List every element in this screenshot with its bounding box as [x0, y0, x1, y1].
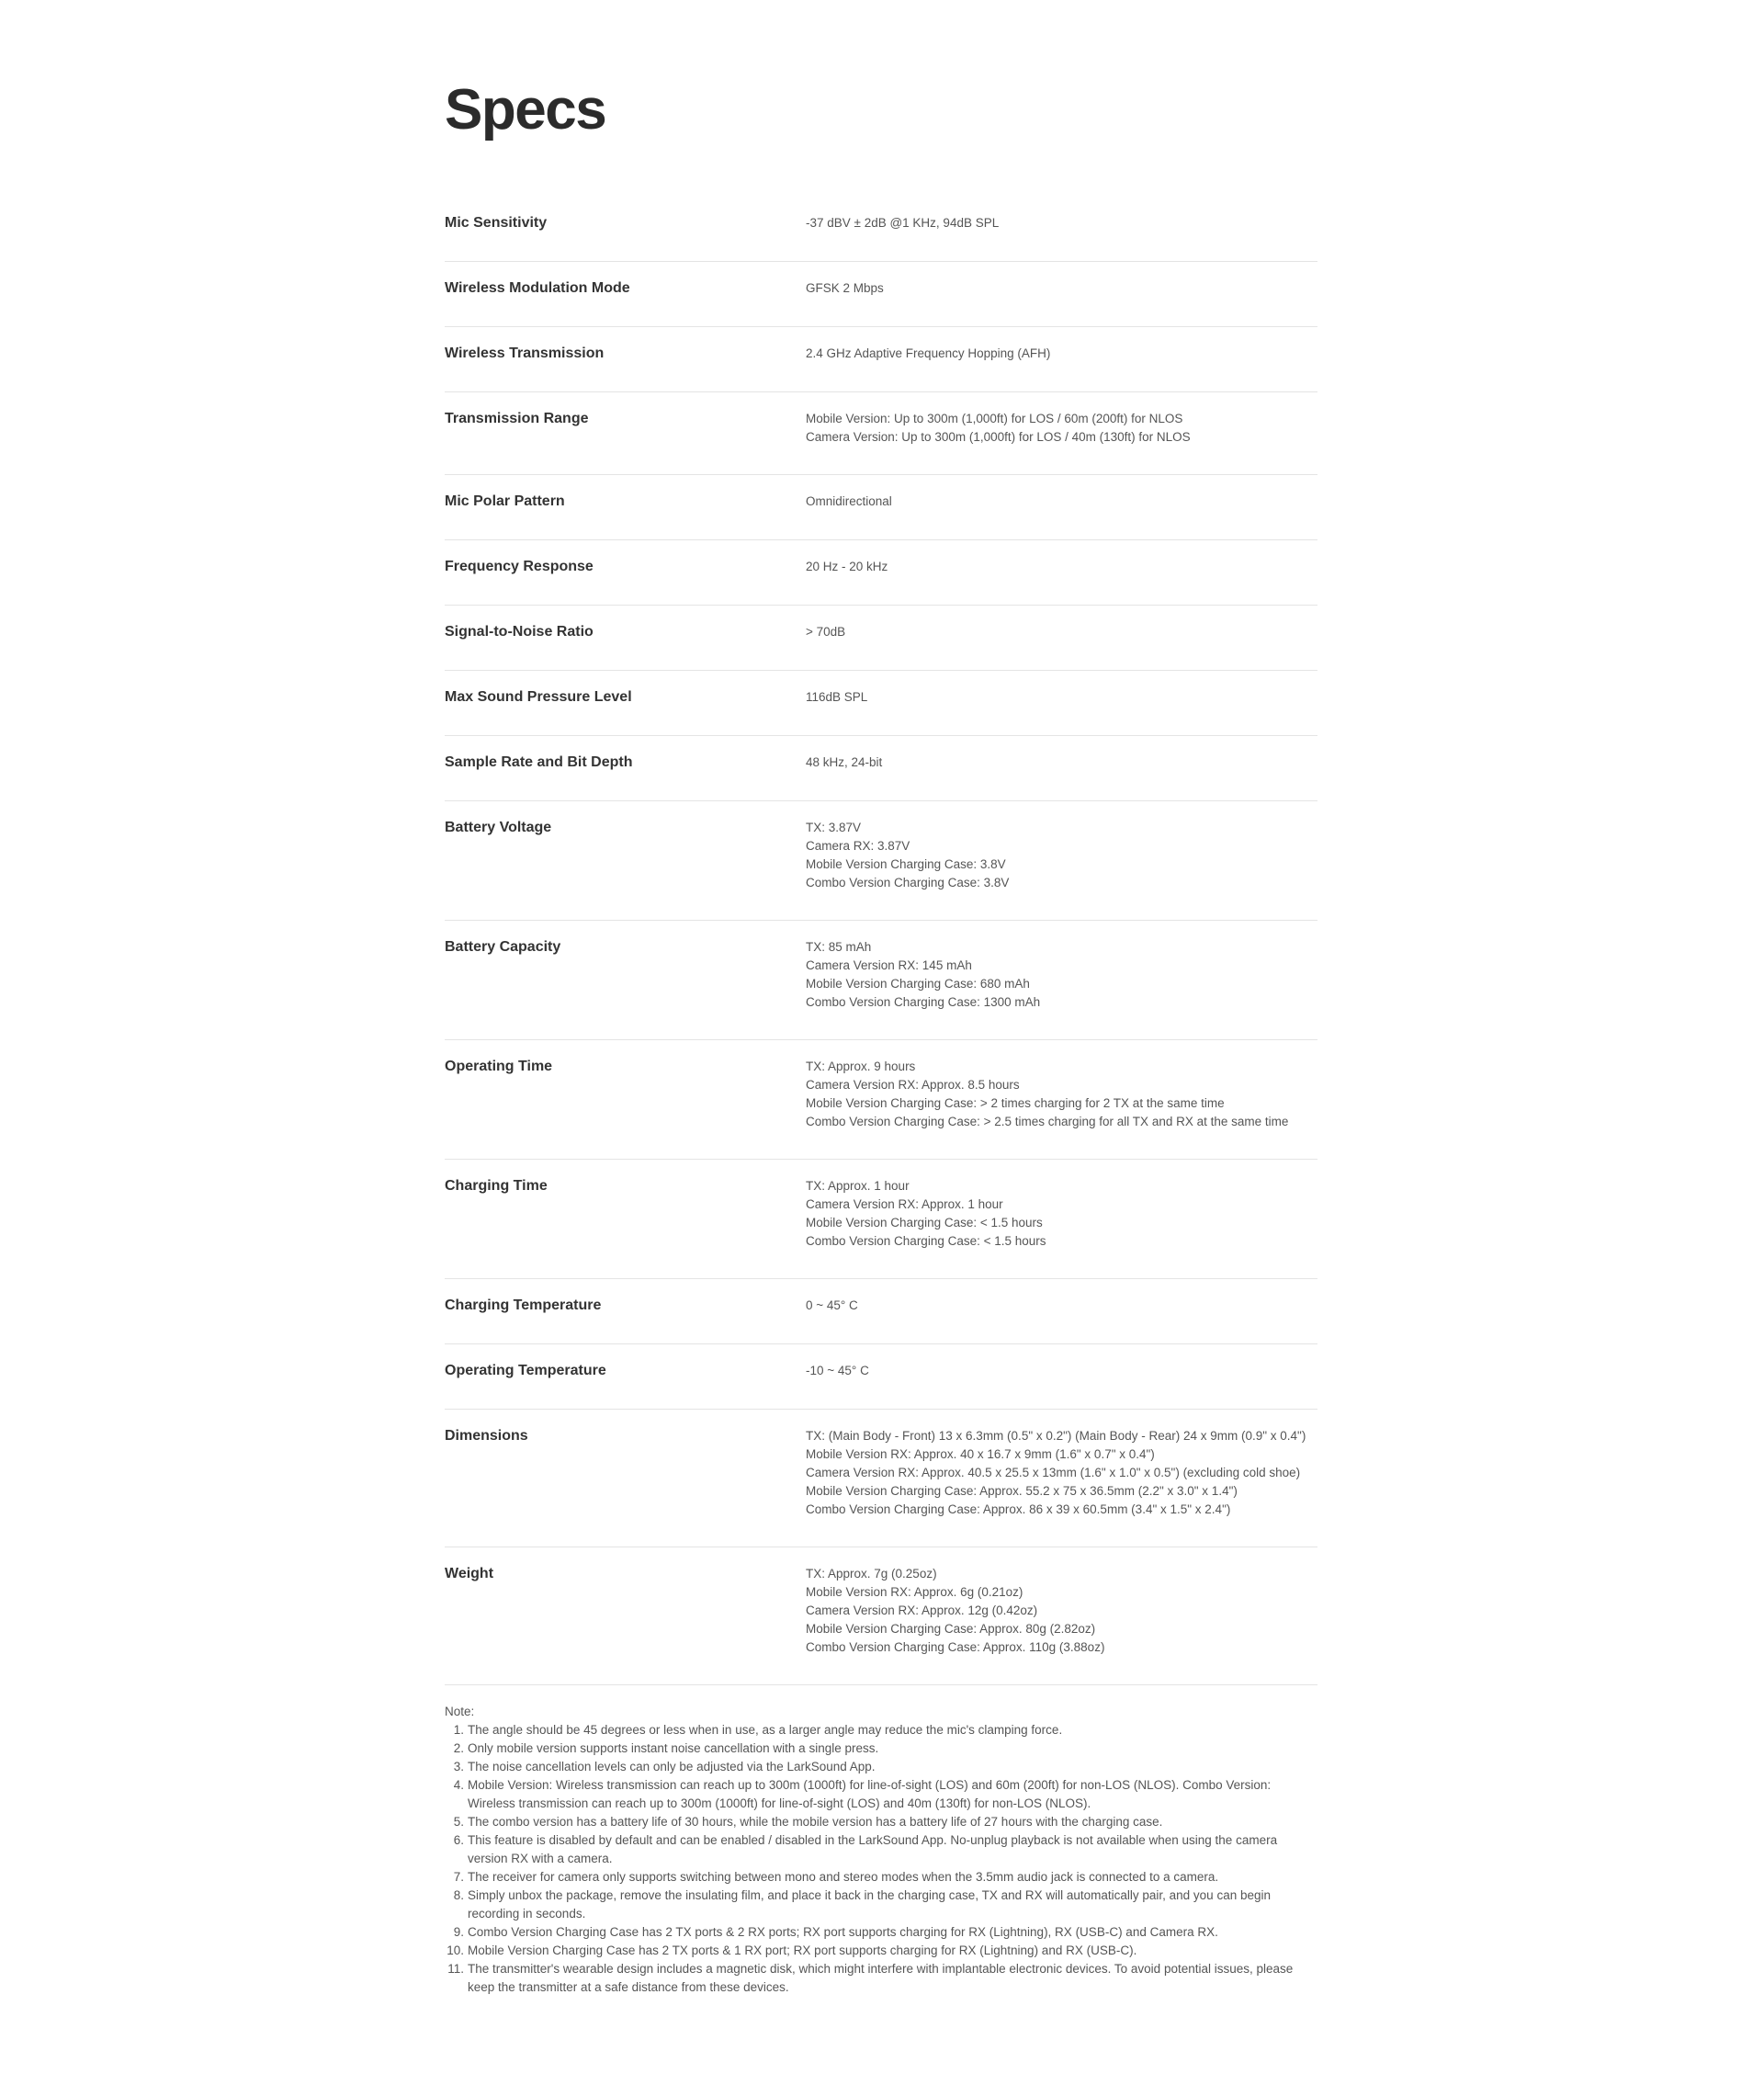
- spec-value: [806, 938, 1317, 1039]
- note-number: 8.: [453, 1888, 464, 1902]
- note-number: 7.: [453, 1870, 464, 1884]
- note-number: 3.: [453, 1760, 464, 1773]
- spec-row: [445, 1344, 1317, 1410]
- note-text: Mobile Version Charging Case has 2 TX ports & 1 RX port; RX port supports charging for RX (Lightning) and RX (USB-C).: [468, 1943, 1137, 1957]
- note-number: 6.: [453, 1833, 464, 1847]
- spec-value-line: GFSK 2 Mbps: [806, 281, 884, 295]
- spec-value: [806, 493, 1317, 539]
- spec-row: [445, 262, 1317, 327]
- spec-label: Operating Time: [445, 1059, 553, 1074]
- note-text: The noise cancellation levels can only be adjusted via the LarkSound App.: [468, 1760, 876, 1773]
- spec-value: [806, 1362, 1317, 1409]
- spec-value-line: 20 Hz - 20 kHz: [806, 560, 888, 573]
- spec-value: [806, 1565, 1317, 1684]
- spec-value-line: Camera Version RX: Approx. 40.5 x 25.5 x 13mm (1.6" x 1.0" x 0.5") (excluding cold shoe): [806, 1466, 1301, 1479]
- spec-row: [445, 540, 1317, 606]
- spec-label: Transmission Range: [445, 411, 589, 426]
- spec-value-line: > 70dB: [806, 625, 846, 639]
- spec-row: [445, 736, 1317, 801]
- specs-table: [445, 197, 1317, 1685]
- note-item: [445, 1887, 1317, 1923]
- spec-value-line: Combo Version Charging Case: < 1.5 hours: [806, 1234, 1046, 1248]
- spec-label: Battery Voltage: [445, 820, 552, 835]
- note-text: The combo version has a battery life of 30 hours, while the mobile version has a battery life of 27 hours with the charging case.: [468, 1815, 1163, 1829]
- spec-value: [806, 623, 1317, 670]
- spec-value-line: Combo Version Charging Case: 1300 mAh: [806, 995, 1041, 1009]
- spec-value: [806, 279, 1317, 326]
- spec-label: Max Sound Pressure Level: [445, 689, 632, 705]
- note-number: 10.: [447, 1943, 464, 1957]
- spec-value-line: Mobile Version Charging Case: 3.8V: [806, 857, 1006, 871]
- note-item: [445, 1813, 1317, 1831]
- spec-value-line: TX: (Main Body - Front) 13 x 6.3mm (0.5" x 0.2") (Main Body - Rear) 24 x 9mm (0.9" x 0.4"): [806, 1429, 1306, 1443]
- spec-value-line: TX: 3.87V: [806, 821, 862, 834]
- spec-value-line: Combo Version Charging Case: Approx. 110g (3.88oz): [806, 1640, 1105, 1654]
- spec-label: Battery Capacity: [445, 939, 561, 955]
- note-text: Combo Version Charging Case has 2 TX ports & 2 RX ports; RX port supports charging for RX (Lightning), RX (USB-C) and Camera RX.: [468, 1925, 1218, 1939]
- note-number: 4.: [453, 1778, 464, 1792]
- spec-value-line: Camera Version RX: Approx. 12g (0.42oz): [806, 1603, 1038, 1617]
- spec-row: [445, 921, 1317, 1040]
- notes-list: [445, 1721, 1317, 1997]
- note-number: 9.: [453, 1925, 464, 1939]
- spec-value-line: TX: Approx. 1 hour: [806, 1179, 910, 1193]
- spec-label: Mic Sensitivity: [445, 215, 548, 231]
- spec-value-line: Mobile Version RX: Approx. 40 x 16.7 x 9mm (1.6" x 0.7" x 0.4"): [806, 1447, 1155, 1461]
- spec-value-line: Combo Version Charging Case: 3.8V: [806, 876, 1010, 890]
- note-item: [445, 1923, 1317, 1942]
- note-item: [445, 1868, 1317, 1887]
- spec-value-line: Mobile Version Charging Case: Approx. 80g (2.82oz): [806, 1622, 1096, 1636]
- spec-value-line: 48 kHz, 24-bit: [806, 755, 883, 769]
- spec-label: Wireless Transmission: [445, 346, 605, 361]
- spec-value: [806, 1177, 1317, 1278]
- spec-label: Charging Temperature: [445, 1297, 602, 1313]
- note-item: [445, 1739, 1317, 1758]
- note-item: [445, 1776, 1317, 1813]
- spec-row: [445, 1410, 1317, 1547]
- spec-value-line: Camera Version: Up to 300m (1,000ft) for LOS / 40m (130ft) for NLOS: [806, 430, 1191, 444]
- spec-value-line: Camera RX: 3.87V: [806, 839, 910, 853]
- spec-value-line: Mobile Version RX: Approx. 6g (0.21oz): [806, 1585, 1023, 1599]
- note-text: Mobile Version: Wireless transmission can reach up to 300m (1000ft) for line-of-sight (LOS) and 60m (200ft) for non-LOS (NLOS). Combo Version: Wireless transmission can reach up to 300m (1000ft) for line-of-sight (LOS) and 40m (130ft) for non-LOS (NLOS).: [468, 1778, 1272, 1810]
- spec-row: [445, 671, 1317, 736]
- spec-value: [806, 214, 1317, 261]
- note-text: The angle should be 45 degrees or less when in use, as a larger angle may reduce the mic's clamping force.: [468, 1723, 1063, 1737]
- spec-row: [445, 327, 1317, 392]
- spec-row: [445, 1040, 1317, 1160]
- note-text: This feature is disabled by default and can be enabled / disabled in the LarkSound App. No-unplug playback is not available when using the camera version RX with a camera.: [468, 1833, 1278, 1865]
- spec-label: Sample Rate and Bit Depth: [445, 754, 633, 770]
- spec-value-line: Combo Version Charging Case: Approx. 86 x 39 x 60.5mm (3.4" x 1.5" x 2.4"): [806, 1502, 1231, 1516]
- note-text: The receiver for camera only supports switching between mono and stereo modes when the 3.5mm audio jack is connected to a camera.: [468, 1870, 1219, 1884]
- spec-label: Frequency Response: [445, 559, 594, 574]
- note-number: 5.: [453, 1815, 464, 1829]
- notes-section: [445, 1703, 1317, 1997]
- page-title: Specs: [445, 78, 606, 142]
- spec-value-line: 2.4 GHz Adaptive Frequency Hopping (AFH): [806, 346, 1051, 360]
- note-text: The transmitter's wearable design includes a magnetic disk, which might interfere with implantable electronic devices. To avoid potential issues, please keep the transmitter at a safe distance from these devices.: [468, 1962, 1294, 1994]
- spec-value-line: TX: Approx. 7g (0.25oz): [806, 1567, 937, 1581]
- spec-value: [806, 1427, 1317, 1547]
- spec-value-line: -10 ~ 45° C: [806, 1364, 869, 1377]
- note-item: [445, 1721, 1317, 1739]
- spec-label: Operating Temperature: [445, 1363, 606, 1378]
- spec-label: Signal-to-Noise Ratio: [445, 624, 594, 640]
- spec-value-line: TX: 85 mAh: [806, 940, 872, 954]
- spec-label: Weight: [445, 1566, 494, 1581]
- spec-row: [445, 475, 1317, 540]
- spec-value-line: Camera Version RX: Approx. 8.5 hours: [806, 1078, 1020, 1092]
- spec-value-line: Combo Version Charging Case: > 2.5 times charging for all TX and RX at the same time: [806, 1115, 1289, 1128]
- spec-value: [806, 1297, 1317, 1343]
- note-item: [445, 1758, 1317, 1776]
- spec-value: [806, 688, 1317, 735]
- spec-label: Dimensions: [445, 1428, 528, 1444]
- note-text: Only mobile version supports instant noise cancellation with a single press.: [468, 1741, 879, 1755]
- spec-row: [445, 392, 1317, 475]
- spec-value: [806, 1058, 1317, 1159]
- spec-value-line: 116dB SPL: [806, 690, 868, 704]
- spec-value: [806, 410, 1317, 474]
- spec-value-line: TX: Approx. 9 hours: [806, 1059, 916, 1073]
- spec-value-line: Mobile Version Charging Case: < 1.5 hours: [806, 1216, 1043, 1229]
- note-item: [445, 1831, 1317, 1868]
- spec-value: [806, 819, 1317, 920]
- note-text: Simply unbox the package, remove the insulating film, and place it back in the charging case, TX and RX will automatically pair, and you can begin recording in seconds.: [468, 1888, 1271, 1921]
- spec-row: [445, 1547, 1317, 1685]
- spec-value-line: Camera Version RX: Approx. 1 hour: [806, 1197, 1003, 1211]
- note-number: 2.: [453, 1741, 464, 1755]
- spec-label: Mic Polar Pattern: [445, 493, 565, 509]
- spec-value-line: Mobile Version Charging Case: Approx. 55.2 x 75 x 36.5mm (2.2" x 3.0" x 1.4"): [806, 1484, 1238, 1498]
- note-item: [445, 1960, 1317, 1997]
- spec-value-line: -37 dBV ± 2dB @1 KHz, 94dB SPL: [806, 216, 1000, 230]
- spec-value-line: Camera Version RX: 145 mAh: [806, 958, 972, 972]
- notes-title: Note:: [445, 1705, 475, 1718]
- spec-label: Wireless Modulation Mode: [445, 280, 630, 296]
- spec-value-line: Mobile Version: Up to 300m (1,000ft) for LOS / 60m (200ft) for NLOS: [806, 412, 1183, 425]
- spec-label: Charging Time: [445, 1178, 548, 1194]
- spec-value: [806, 754, 1317, 800]
- note-number: 11.: [447, 1962, 464, 1976]
- spec-row: [445, 801, 1317, 921]
- note-item: [445, 1942, 1317, 1960]
- spec-row: [445, 1160, 1317, 1279]
- spec-value: [806, 345, 1317, 391]
- spec-row: [445, 606, 1317, 671]
- note-number: 1.: [453, 1723, 464, 1737]
- spec-value-line: Omnidirectional: [806, 494, 892, 508]
- spec-value-line: Mobile Version Charging Case: > 2 times charging for 2 TX at the same time: [806, 1096, 1225, 1110]
- spec-value-line: 0 ~ 45° C: [806, 1298, 858, 1312]
- spec-value: [806, 558, 1317, 605]
- spec-row: [445, 197, 1317, 262]
- spec-row: [445, 1279, 1317, 1344]
- spec-value-line: Mobile Version Charging Case: 680 mAh: [806, 977, 1030, 991]
